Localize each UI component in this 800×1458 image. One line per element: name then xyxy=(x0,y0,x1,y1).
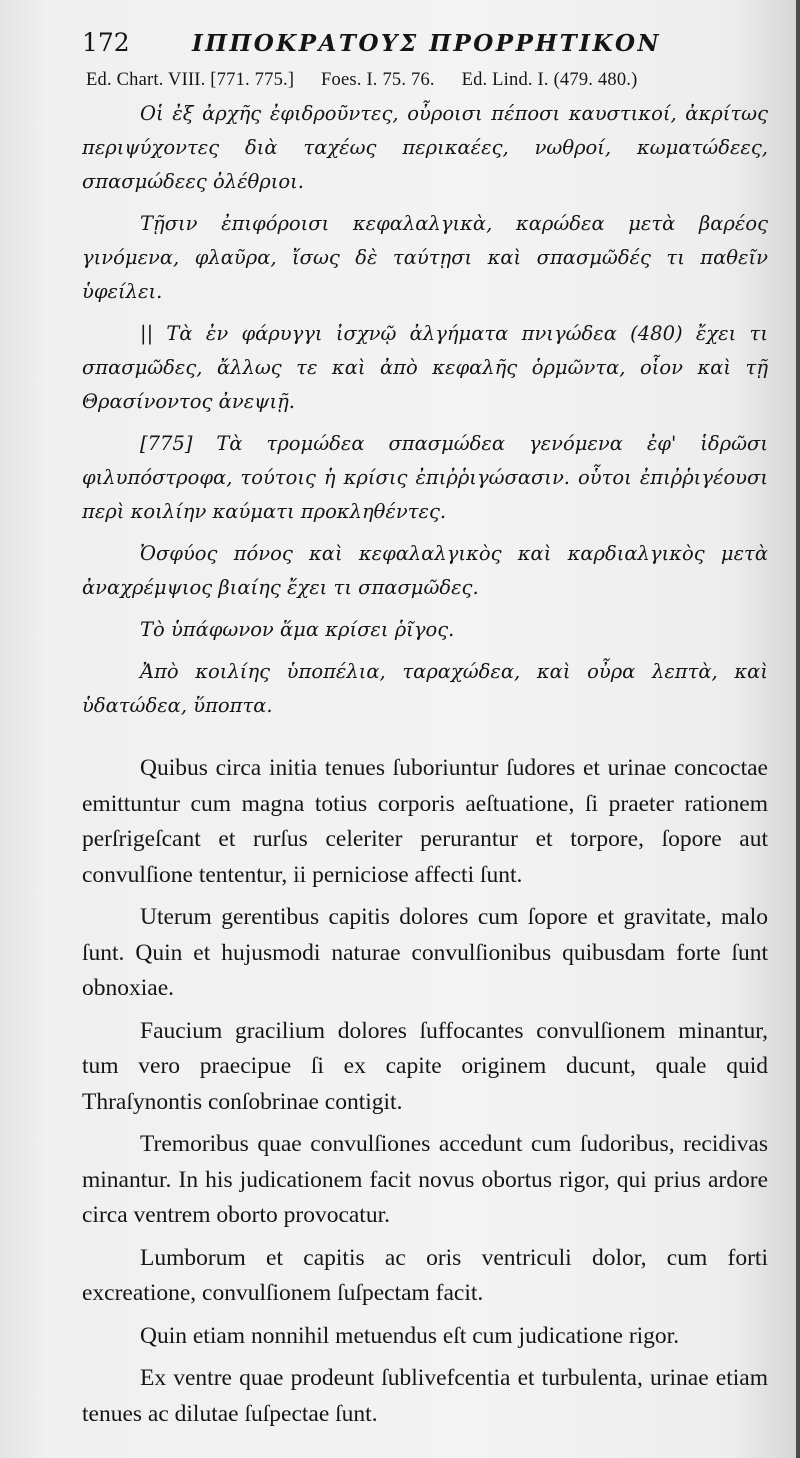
edition-linden: Ed. Lind. I. (479. 480.) xyxy=(461,70,638,90)
greek-paragraph: Οἱ ἐξ ἀρχῆς ἐφιδροῦντες, οὖροισι πέποσι καυστικοί, ἀκρίτως περιψύχοντες διὰ ταχέως περικαέες, νωθροί, κωματώδεες, σπασμώδεες ὀλέθριοι. xyxy=(82,102,768,193)
greek-paragraph: || Τὰ ἐν φάρυγγι ἰσχνῷ ἀλγήματα πνιγώδεα (480) ἔχει τι σπασμῶδες, ἄλλως τε καὶ ἀπὸ κεφαλῆς ὁρμῶντα, οἷον καὶ τῇ Θρασίνοντος ἀνεψιῇ. xyxy=(82,322,768,413)
greek-paragraph: Τὸ ὑπάφωνον ἅμα κρίσει ῥῖγος. xyxy=(140,618,455,641)
latin-paragraph: Lumborum et capitis ac oris ventriculi dolor, cum forti excreatione, convulſionem ſuſpectam facit. xyxy=(82,1244,768,1306)
running-title: ΙΠΠΟΚΡΑΤΟΥΣ ΠΡΟΡΡΗΤΙΚΟΝ xyxy=(192,30,662,57)
latin-paragraph: Ex ventre quae prodeunt ſublivefcentia et turbulenta, urinae etiam tenues ac dilutae ſuſpectae ſunt. xyxy=(82,1365,768,1427)
page-header xyxy=(82,28,768,62)
edition-foesius: Foes. I. 75. 76. xyxy=(321,70,435,90)
edition-chartier: Ed. Chart. VIII. [771. 775.] xyxy=(86,70,295,90)
greek-paragraph: [775] Τὰ τρομώδεα σπασμώδεα γενόμενα ἐφ' ἱδρῶσι φιλυπόστροφα, τούτοις ἡ κρίσις ἐπιῤῥιγώσασιν. οὗτοι ἐπιῤῥιγέουσι περὶ κοιλίην καύματι προκληθέντες. xyxy=(82,432,768,523)
greek-paragraph: Ἀπὸ κοιλίης ὑποπέλια, ταραχώδεα, καὶ οὖρα λεπτὰ, καὶ ὑδατώδεα, ὕποπτα. xyxy=(82,660,768,717)
edition-references xyxy=(86,70,768,91)
greek-paragraph: Τῇσιν ἐπιφόροισι κεφαλαλγικὰ, καρώδεα μετὰ βαρέος γινόμενα, φλαῦρα, ἴσως δὲ ταύτῃσι καὶ σπασμῶδές τι παθεῖν ὑφείλει. xyxy=(82,212,768,303)
greek-text xyxy=(82,97,768,723)
page-number: 172 xyxy=(82,28,130,57)
greek-paragraph: Ὀσφύος πόνος καὶ κεφαλαλγικὸς καὶ καρδιαλγικὸς μετὰ ἀναχρέμψιος βιαίης ἔχει τι σπασμῶδες. xyxy=(82,542,768,599)
latin-paragraph: Tremoribus quae convulſiones accedunt cum ſudoribus, recidivas minantur. In his judicationem facit novus obortus rigor, qui prius ardore circa ventrem oborto provocatur. xyxy=(82,1131,768,1228)
latin-paragraph: Uterum gerentibus capitis dolores cum ſopore et gravitate, malo ſunt. Quin et hujusmodi naturae convulſionibus quibusdam forte ſunt obnoxiae. xyxy=(82,904,768,1001)
page-edge-shadow xyxy=(796,0,800,1458)
latin-paragraph: Faucium gracilium dolores ſuffocantes convulſionem minantur, tum vero praecipue ſi ex capite originem ducunt, quale quid Thraſynontis conſobrinae contigit. xyxy=(82,1017,768,1115)
latin-paragraph: Quibus circa initia tenues ſuboriuntur ſudores et urinae concoctae emittuntur cum magna totius corporis aeſtuatione, ſi praeter rationem perſrigeſcant et rurſus celeriter perurantur et torpore, ſopore aut convulſione tententur, ii perniciose affecti ſunt. xyxy=(82,755,768,888)
latin-text xyxy=(82,751,768,1432)
latin-paragraph: Quin etiam nonnihil metuendus eſt cum judicatione rigor. xyxy=(140,1322,680,1349)
